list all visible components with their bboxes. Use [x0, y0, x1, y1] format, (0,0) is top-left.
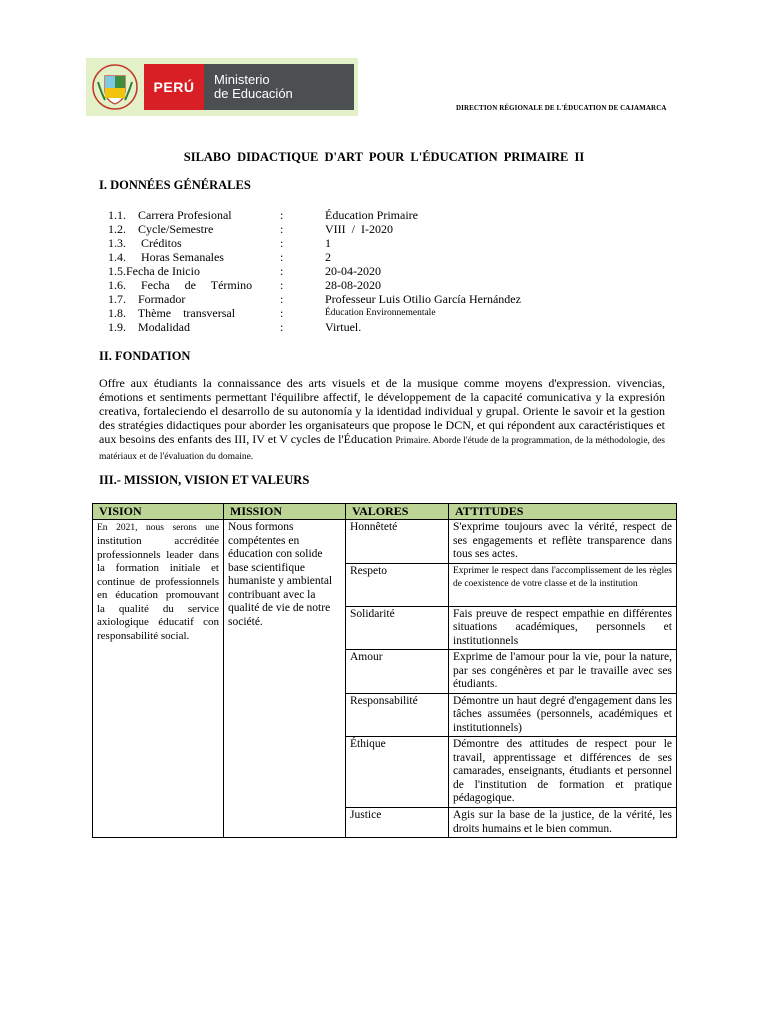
attitude-cell: Démontre des attitudes de respect pour le travail, apprentissage et différences de ses camarades, enseignants, étudiants et personnel de l'institution de formation et pratique pédagogique.: [449, 737, 677, 808]
attitude-cell: [449, 606, 677, 650]
data-colon: :: [280, 250, 284, 264]
attitude-cell: Exprimer le respect dans l'accomplissement de les règles de coexistence de votre classe et de la institution: [449, 563, 677, 606]
data-value: 2: [325, 250, 331, 264]
column-header-valores: VALORES: [346, 504, 449, 520]
data-row: [108, 306, 528, 320]
column-header-vision: VISION: [93, 504, 224, 520]
mission-lead: Nous formons: [228, 521, 294, 533]
data-value: 28-08-2020: [325, 278, 381, 292]
data-value: 1: [325, 236, 331, 250]
data-colon: :: [280, 292, 284, 306]
data-label: 1.9. Modalidad: [108, 320, 190, 334]
document-title: SILABO DIDACTIQUE D'ART POUR L'ÉDUCATION PRIMAIRE II: [183, 150, 585, 164]
peru-label: PERÚ: [144, 64, 204, 110]
foundation-paragraph: [99, 377, 665, 464]
foundation-text-small: Primaire. Aborde l'étude de la programmation, de la méthodologie, des matériaux et de l'évaluation du domaine.: [99, 435, 665, 462]
data-row: [108, 320, 528, 334]
section-3-heading: III.- MISSION, VISION ET VALEURS: [99, 473, 310, 487]
mission-cell: [224, 520, 346, 838]
data-row: [108, 250, 528, 264]
data-label: 1.4. Horas Semanales: [108, 250, 224, 264]
column-header-mission: MISSION: [224, 504, 346, 520]
data-label: 1.3. Créditos: [108, 236, 182, 250]
data-colon: :: [280, 320, 284, 334]
data-value: Éducation Primaire: [325, 208, 418, 222]
valor-cell: Amour: [346, 650, 449, 694]
data-colon: :: [280, 278, 284, 292]
valor-cell: Solidarité: [346, 606, 449, 650]
valor-cell: Honnêteté: [346, 520, 449, 564]
data-row: [108, 264, 528, 278]
valor-cell: Justice: [346, 808, 449, 838]
vision-text: institution accréditée professionnels leader dans la formation initiale et continue de professionnels en éducation promouvant la qualité du service axiologique éducatif con responsabilité social.: [97, 535, 219, 642]
valor-cell: Éthique: [346, 737, 449, 808]
data-label: 1.6. Fecha de Término: [108, 278, 253, 292]
vision-lead: En 2021, nous serons une: [97, 523, 219, 533]
data-value: Éducation Environnementale: [325, 308, 436, 318]
data-row: [108, 222, 528, 236]
data-value: Professeur Luis Otilio García Hernández: [325, 292, 521, 306]
ministry-line-2: de Educación: [214, 86, 293, 101]
table-row: [93, 520, 677, 564]
data-value: 20-04-2020: [325, 264, 381, 278]
data-colon: :: [280, 208, 284, 222]
attitude-cell: Démontre un haut degré d'engagement dans les tâches assumées (personnels, académiques et institutionnels): [449, 693, 677, 737]
ministry-logo: [86, 58, 358, 116]
data-colon: :: [280, 306, 284, 320]
table-header-row: [93, 504, 677, 520]
data-row: [108, 278, 528, 292]
ministry-line-1: Ministerio: [214, 72, 270, 87]
attitude-text: Fais preuve de respect empathie en différentes situations académiques, personnels et institutionnels: [453, 607, 672, 647]
vision-cell: [93, 520, 224, 838]
data-label: 1.5.Fecha de Inicio: [108, 264, 200, 278]
data-colon: :: [280, 222, 284, 236]
data-row: [108, 208, 528, 222]
column-header-attitudes: ATTITUDES: [449, 504, 677, 520]
data-label: 1.7. Formador: [108, 292, 186, 306]
data-label: 1.2. Cycle/Semestre: [108, 222, 214, 236]
data-label: 1.8. Thème transversal: [108, 306, 236, 320]
attitude-cell: S'exprime toujours avec la vérité, respect de ses engagements et reflète transparence dans tous ses actes.: [449, 520, 677, 564]
mission-text: compétentes en éducation con solide base scientifique humaniste y ambiental contribuant avec la qualité de vie de notre société.: [228, 534, 333, 628]
valor-cell: Responsabilité: [346, 693, 449, 737]
data-colon: :: [280, 236, 284, 250]
data-row: [108, 292, 528, 306]
direction-title: DIRECTION RÉGIONALE DE L'ÉDUCATION DE CAJAMARCA: [456, 104, 667, 112]
general-data-list: [108, 208, 528, 334]
ministry-name: [204, 64, 354, 110]
valor-cell: Respeto: [346, 563, 449, 606]
mission-vision-table: [92, 503, 677, 838]
data-colon: :: [280, 264, 284, 278]
attitude-cell: Agis sur la base de la justice, de la vérité, les droits humains et le bien commun.: [449, 808, 677, 838]
data-row: [108, 236, 528, 250]
data-value: VIII / I-2020: [325, 222, 393, 236]
data-value: Virtuel.: [325, 320, 362, 334]
data-label: 1.1. Carrera Profesional: [108, 208, 232, 222]
coat-of-arms-icon: [92, 62, 138, 112]
section-1-heading: I. DONNÉES GÉNÉRALES: [99, 178, 251, 192]
attitude-cell: Exprime de l'amour pour la vie, pour la nature, par ses congénères et par le travaille avec ses étudiants.: [449, 650, 677, 694]
foundation-text: Offre aux étudiants la connaissance des arts visuels et de la musique comme moyens d'expression. vivencias, émotions et sentiments permettant l'équilibre affectif, le développement de la capacité comunicativa y la expresión creativa, fortaleciendo el desarrollo de su autonomía y la identidad individual y grupal. Oriente le savoir et la gestion des stratégies didactiques pour aborder les organisateurs que propose le DCN, et qui répondent aux caractéristiques et aux besoins des enfants des III, IV et V cycles de l'Éducation: [99, 376, 665, 446]
section-2-heading: II. FONDATION: [99, 349, 191, 363]
